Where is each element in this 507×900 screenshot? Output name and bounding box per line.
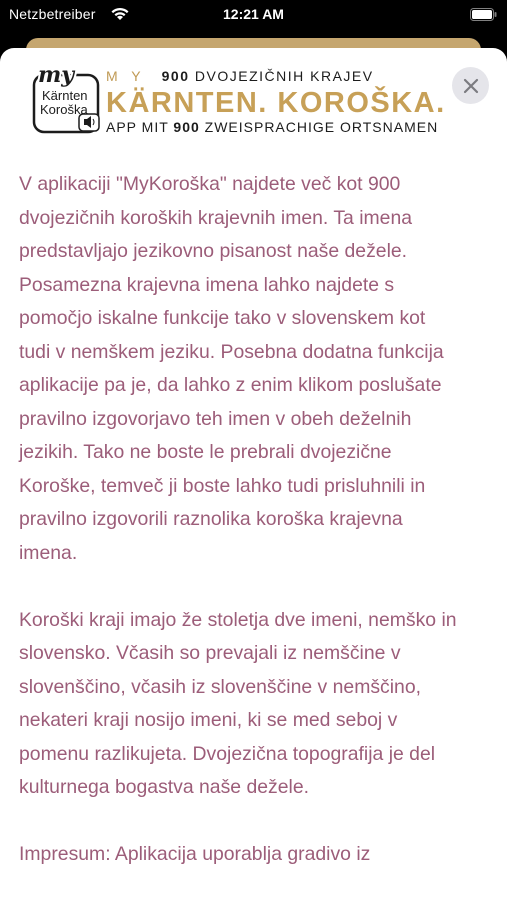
logo-my: M Y <box>106 68 146 84</box>
logo-number: 900 <box>161 68 190 84</box>
text-line: jezikih. Tako ne boste le prebrali dvojezične <box>19 441 392 463</box>
paragraph-impressum <box>19 838 489 872</box>
text-line: slovensko. Včasih so prevajali iz nemščine v <box>19 642 401 664</box>
text-line: Posamezna krajevna imena lahko najdete s <box>19 273 395 296</box>
logo-title: KÄRNTEN. KOROŠKA. <box>106 87 446 119</box>
logo-line3-prefix: APP MIT <box>106 119 169 135</box>
text-line: pravilno izgovorili raznolika koroška krajevna <box>19 508 403 530</box>
text-line: nekateri kraji nosijo imeni, ki se med seboj v <box>19 709 398 731</box>
paragraph-history <box>19 604 489 805</box>
badge-koroska: Koroška <box>40 102 88 117</box>
text-line: pravilno izgovorjavo teh imen v obeh deželnih <box>19 407 412 430</box>
text-line: Koroški kraji imajo že stoletja dve imeni, nemško in <box>19 608 457 631</box>
text-line: kulturnega bogastva naše dežele. <box>19 776 309 798</box>
app-logo-wordmark <box>106 68 486 135</box>
battery-icon <box>470 8 497 21</box>
logo-line3-number: 900 <box>173 119 200 135</box>
logo-line3-text: ZWEISPRACHIGE ORTSNAMEN <box>204 119 439 135</box>
text-line: imena. <box>19 541 78 564</box>
text-line: Koroške, temveč ji boste lahko tudi prisluhnili in <box>19 474 426 497</box>
text-line: predstavljajo jezikovno pisanost naše dežele. <box>19 240 408 262</box>
info-text <box>19 168 489 900</box>
text-line: pomočjo iskalne funkcije tako v slovenskem kot <box>19 307 426 329</box>
status-time: 12:21 AM <box>223 6 284 22</box>
text-line: pomenu razlikujeta. Dvojezična topografija je del <box>19 742 436 765</box>
text-line: V aplikaciji "MyKoroška" najdete več kot 900 <box>19 173 401 195</box>
badge-kaernten: Kärnten <box>42 88 88 103</box>
carrier-label: Netzbetreiber <box>9 6 96 22</box>
logo-line1-text: DVOJEZIČNIH KRAJEV <box>194 68 374 84</box>
text-line: tudi v nemškem jeziku. Posebna dodatna funkcija <box>19 340 444 363</box>
text-line: Impresum: Aplikacija uporablja gradivo iz <box>19 843 371 865</box>
text-line: slovenščino, včasih iz slovenščine v nemščino, <box>19 675 421 698</box>
text-line: aplikacije pa je, da lahko z enim klikom poslušate <box>19 374 442 396</box>
app-logo-badge <box>32 62 102 134</box>
status-bar <box>0 0 507 30</box>
badge-my: my <box>38 62 75 88</box>
paragraph-intro <box>19 168 489 570</box>
text-line: dvojezičnih koroških krajevnih imen. Ta imena <box>19 206 413 229</box>
